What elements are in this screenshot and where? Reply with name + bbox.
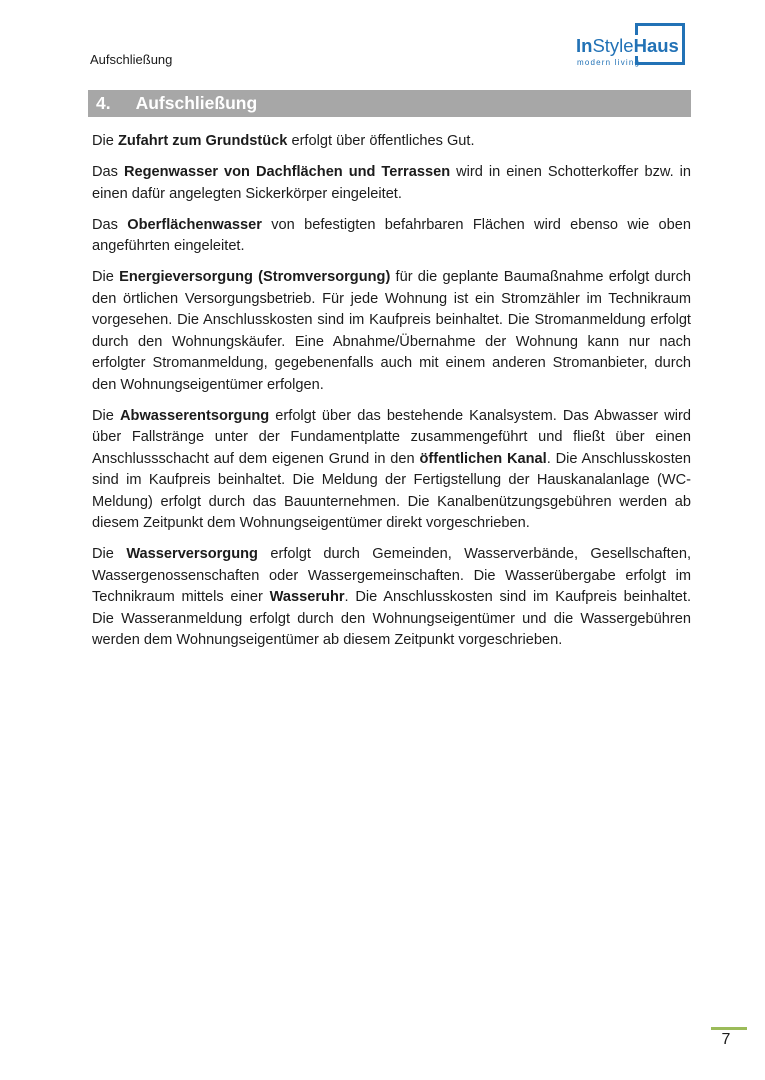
section-title: Aufschließung: [135, 93, 258, 113]
paragraph-text-run: Die: [92, 407, 120, 424]
paragraph-bold-run: Energieversorgung (Stromversorgung): [119, 269, 391, 285]
section-number: 4.: [96, 93, 111, 113]
logo-wordmark-haus: Haus: [633, 35, 679, 56]
paragraph: [92, 215, 691, 258]
paragraph-bold-run: Wasseruhr: [269, 589, 345, 605]
paragraph-text-run: Das: [92, 216, 128, 233]
paragraph-text-run: erfolgt über öffentliches Gut.: [287, 133, 475, 149]
paragraph-text-run: erfolgt über das bestehende Kanalsystem. Das Abwasser wird über Fallstränge unter der Fundamentplatte zusammengeführt und fließt über einen Anschlussschacht auf dem eigenen Grund in den: [92, 407, 691, 467]
paragraph-text-run: Das: [92, 164, 124, 180]
paragraph: [92, 406, 691, 535]
paragraph: [92, 131, 691, 153]
paragraph-bold-run: Wasserversorgung: [126, 546, 258, 562]
paragraph-bold-run: öffentlichen Kanal: [419, 450, 547, 467]
running-header-label: Aufschließung: [90, 52, 173, 67]
body-paragraphs: [92, 131, 691, 661]
paragraph-text-run: wird in einen Schotterkoffer bzw. in einen dafür angelegten Sickerkörper eingeleitet.: [92, 164, 691, 202]
paragraph-bold-run: Regenwasser von Dachflächen und Terrassen: [123, 164, 451, 180]
instylehaus-logo: [576, 14, 698, 72]
paragraph-text-run: von befestigten befahrbaren Flächen wird ebenso wie oben angeführten eingeleitet.: [92, 216, 691, 254]
paragraph-text-run: . Die Anschlusskosten sind im Kaufpreis beinhaltet. Die Meldung der Fertigstellung der Hauskanalanlage (WC-Meldung) erfolgt durch das Bauunternehmen. Die Kanalbenützungsgebühren werden ab diesem Zeitpunkt dem Wohnungseigentümer direkt vorgeschrieben.: [92, 450, 691, 531]
paragraph: [92, 544, 691, 652]
paragraph-text-run: erfolgt durch Gemeinden, Wasserverbände, Gesellschaften, Wassergenossenschaften oder Wassergemeinschaften. Die Wasserübergabe erfolgt im Technikraum mittels einer: [92, 546, 692, 605]
logo-wordmark-in: In: [576, 35, 593, 56]
logo-wordmark-style: Style: [592, 35, 634, 56]
paragraph-bold-run: Abwasserentsorgung: [119, 407, 270, 424]
paragraph-text-run: Die: [92, 269, 120, 285]
paragraph-text-run: für die geplante Baumaßnahme erfolgt durch den örtlichen Versorgungsbetrieb. Für jede Wohnung ist ein Stromzähler im Technikraum vorgesehen. Die Anschlusskosten sind im Kaufpreis beinhaltet. Die Stromanmeldung erfolgt durch den Wohnungskäufer. Eine Abnahme/Übernahme der Wohnung kann nur nach erfolgter Stromanmeldung, gegebenenfalls auch mit einem anderen Stromanbieter, durch den Wohnungseigentümer erfolgen.: [92, 269, 692, 393]
logo-tagline: modern living: [577, 58, 641, 67]
paragraph-text-run: Die: [92, 133, 118, 149]
section-heading-bar: [88, 90, 691, 117]
paragraph-text-run: Die: [92, 546, 127, 562]
page-number: 7: [721, 1031, 731, 1048]
paragraph-text-run: . Die Anschlusskosten sind im Kaufpreis beinhaltet. Die Wasseranmeldung erfolgt durch den Wohnungseigentümer und die Wassergebühren werden dem Wohnungseigentümer ab diesem Zeitpunkt vorgeschrieben.: [92, 589, 691, 648]
paragraph-bold-run: Oberflächenwasser: [127, 216, 262, 233]
logo-wordmark: [576, 37, 681, 56]
paragraph: [92, 162, 691, 205]
footer-accent-line: [711, 1027, 747, 1030]
paragraph: [92, 267, 691, 396]
paragraph-bold-run: Zufahrt zum Grundstück: [117, 133, 288, 149]
